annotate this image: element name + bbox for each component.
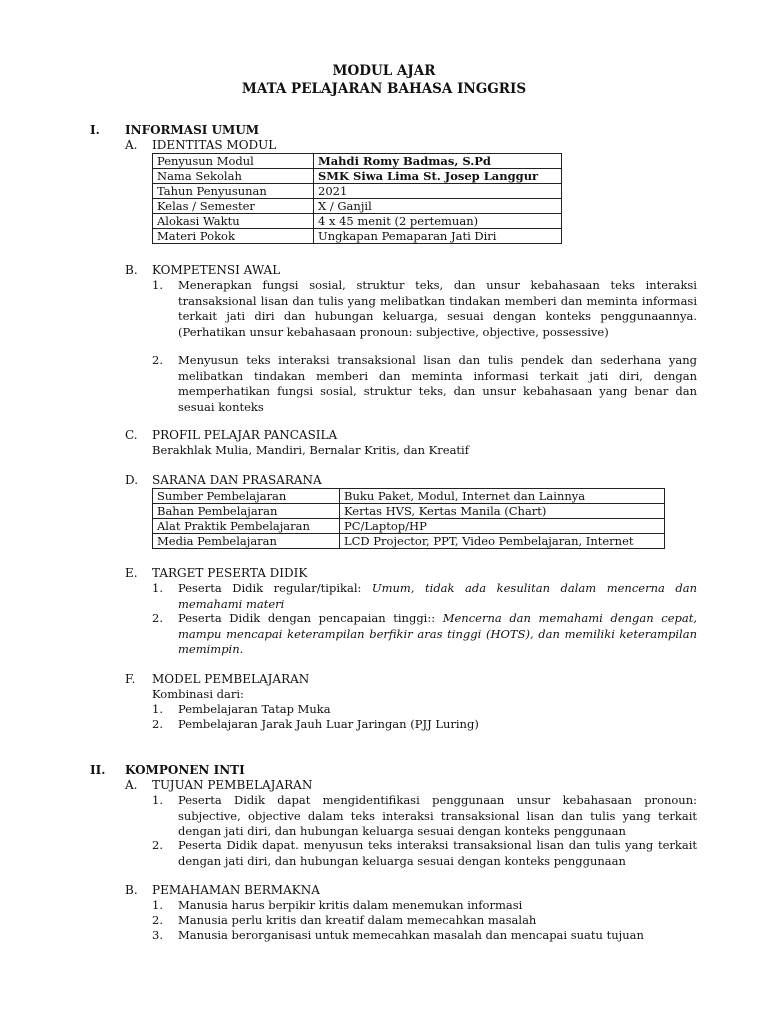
- list-number: 2.: [152, 913, 163, 927]
- section-2-heading: [90, 763, 245, 779]
- list-text: Manusia perlu kritis dan kreatif dalam memecahkan masalah: [178, 913, 537, 927]
- subsection-title: KOMPETENSI AWAL: [152, 263, 281, 277]
- table-cell-value: LCD Projector, PPT, Video Pembelajaran, Internet: [340, 534, 665, 549]
- table-row: [153, 154, 562, 169]
- list-number: 1.: [152, 702, 163, 716]
- list-item: [152, 611, 697, 658]
- table-cell-label: Alat Praktik Pembelajaran: [153, 519, 340, 534]
- table-cell-value: SMK Siwa Lima St. Josep Langgur: [314, 169, 562, 184]
- subsection-title: SARANA DAN PRASARANA: [152, 473, 322, 487]
- list-item: [152, 838, 697, 869]
- list-number: 3.: [152, 928, 163, 942]
- section-1-number: I.: [90, 123, 100, 137]
- table-cell-value: X / Ganjil: [314, 199, 562, 214]
- table-cell-value: Mahdi Romy Badmas, S.Pd: [314, 154, 562, 169]
- list-text: Peserta Didik regular/tipikal:: [178, 581, 372, 595]
- list-text: Pembelajaran Jarak Jauh Luar Jaringan (PJJ Luring): [178, 717, 479, 731]
- list-number: 2.: [152, 717, 163, 731]
- model-intro: Kombinasi dari:: [152, 687, 244, 701]
- subsection-title: MODEL PEMBELAJARAN: [152, 672, 310, 686]
- list-item: [152, 581, 697, 612]
- subsection-letter: B.: [125, 263, 138, 277]
- subsection-letter: A.: [125, 138, 138, 152]
- list-item: [152, 278, 697, 340]
- list-text: Menerapkan fungsi sosial, struktur teks, dan unsur kebahasaan teks interaksi transaksional lisan dan tulis yang melibatkan tindakan memberi dan meminta informasi terkait jati diri dan hubungan keluarga, sesuai dengan konteks penggunaannya. (Perhatikan unsur kebahasaan pronoun: subjective, objective, possessive): [178, 278, 697, 339]
- subsection-title: PROFIL PELAJAR PANCASILA: [152, 428, 338, 442]
- profil-text: Berakhlak Mulia, Mandiri, Bernalar Kritis, dan Kreatif: [152, 443, 469, 457]
- table-cell-label: Alokasi Waktu: [153, 214, 314, 229]
- subsection-profil-pelajar: [125, 428, 337, 444]
- table-cell-label: Nama Sekolah: [153, 169, 314, 184]
- table-cell-value: 2021: [314, 184, 562, 199]
- section-1-heading: [90, 123, 259, 139]
- table-cell-label: Bahan Pembelajaran: [153, 504, 340, 519]
- sarana-prasarana-table: [152, 488, 665, 549]
- subsection-letter: F.: [125, 672, 136, 686]
- subsection-identitas-modul: [125, 138, 276, 154]
- list-item: [152, 702, 697, 718]
- table-cell-label: Tahun Penyusunan: [153, 184, 314, 199]
- list-number: 2.: [152, 611, 163, 625]
- list-text: Peserta Didik dapat mengidentifikasi penggunaan unsur kebahasaan pronoun: subjective, objective dalam teks interaksi transaksional lisan dan tulis yang terkait dengan jati diri, dan hubungan keluarga sesuai dengan konteks penggunaan: [178, 793, 697, 838]
- list-text: Pembelajaran Tatap Muka: [178, 702, 331, 716]
- table-row: [153, 489, 665, 504]
- subsection-letter: C.: [125, 428, 138, 442]
- table-cell-label: Materi Pokok: [153, 229, 314, 244]
- list-text-italic: Umum, tidak ada kesulitan dalam mencerna dan memahami materi: [178, 581, 697, 611]
- table-cell-value: Ungkapan Pemaparan Jati Diri: [314, 229, 562, 244]
- list-item: [152, 928, 697, 944]
- list-text: Manusia berorganisasi untuk memecahkan masalah dan mencapai suatu tujuan: [178, 928, 644, 942]
- list-text-italic: Mencerna dan memahami dengan cepat, mampu mencapai keterampilan berfikir aras tinggi (HOTS), dan memiliki keterampilan memimpin.: [178, 611, 697, 656]
- table-row: [153, 199, 562, 214]
- subsection-model-pembelajaran: [125, 672, 309, 688]
- list-text: Manusia harus berpikir kritis dalam menemukan informasi: [178, 898, 523, 912]
- list-number: 1.: [152, 898, 163, 912]
- table-row: [153, 504, 665, 519]
- subsection-pemahaman-bermakna: [125, 883, 320, 899]
- list-number: 1.: [152, 581, 163, 595]
- list-item: [152, 717, 697, 733]
- list-item: [152, 913, 697, 929]
- list-item: [152, 793, 697, 840]
- subsection-letter: A.: [125, 778, 138, 792]
- subsection-title: TUJUAN PEMBELAJARAN: [152, 778, 313, 792]
- list-item: [152, 353, 697, 415]
- section-2-title: KOMPONEN INTI: [125, 763, 245, 777]
- subsection-target-peserta: [125, 566, 307, 582]
- table-cell-value: PC/Laptop/HP: [340, 519, 665, 534]
- list-item: [152, 898, 697, 914]
- subsection-kompetensi-awal: [125, 263, 280, 279]
- table-row: [153, 214, 562, 229]
- section-1-title: INFORMASI UMUM: [125, 123, 260, 137]
- table-cell-label: Penyusun Modul: [153, 154, 314, 169]
- list-number: 1.: [152, 793, 163, 807]
- subsection-title: IDENTITAS MODUL: [152, 138, 277, 152]
- subsection-letter: D.: [125, 473, 139, 487]
- table-cell-value: Buku Paket, Modul, Internet dan Lainnya: [340, 489, 665, 504]
- table-row: [153, 169, 562, 184]
- subsection-letter: E.: [125, 566, 138, 580]
- table-row: [153, 519, 665, 534]
- subsection-sarana-prasarana: [125, 473, 322, 489]
- list-number: 1.: [152, 278, 163, 292]
- document-subtitle: MATA PELAJARAN BAHASA INGGRIS: [241, 81, 527, 97]
- list-number: 2.: [152, 838, 163, 852]
- table-cell-label: Sumber Pembelajaran: [153, 489, 340, 504]
- subsection-title: PEMAHAMAN BERMAKNA: [152, 883, 320, 897]
- document-title: MODUL AJAR: [332, 63, 436, 79]
- section-2-number: II.: [90, 763, 106, 777]
- table-row: [153, 229, 562, 244]
- subsection-tujuan-pembelajaran: [125, 778, 312, 794]
- table-cell-label: Kelas / Semester: [153, 199, 314, 214]
- table-cell-value: 4 x 45 menit (2 pertemuan): [314, 214, 562, 229]
- identitas-modul-table: [152, 153, 562, 244]
- table-row: [153, 534, 665, 549]
- table-row: [153, 184, 562, 199]
- table-cell-value: Kertas HVS, Kertas Manila (Chart): [340, 504, 665, 519]
- table-cell-label: Media Pembelajaran: [153, 534, 340, 549]
- list-number: 2.: [152, 353, 163, 367]
- list-text: Peserta Didik dengan pencapaian tinggi::: [178, 611, 443, 625]
- subsection-letter: B.: [125, 883, 138, 897]
- list-text: Peserta Didik dapat. menyusun teks interaksi transaksional lisan dan tulis yang terkait dengan jati diri, dan hubungan keluarga sesuai dengan konteks penggunaan: [178, 838, 697, 868]
- subsection-title: TARGET PESERTA DIDIK: [152, 566, 308, 580]
- list-text: Menyusun teks interaksi transaksional lisan dan tulis pendek dan sederhana yang melibatkan tindakan memberi dan meminta informasi terkait jati diri, dengan memperhatikan fungsi sosial, struktur teks, dan unsur kebahasaan yang benar dan sesuai konteks: [178, 353, 697, 414]
